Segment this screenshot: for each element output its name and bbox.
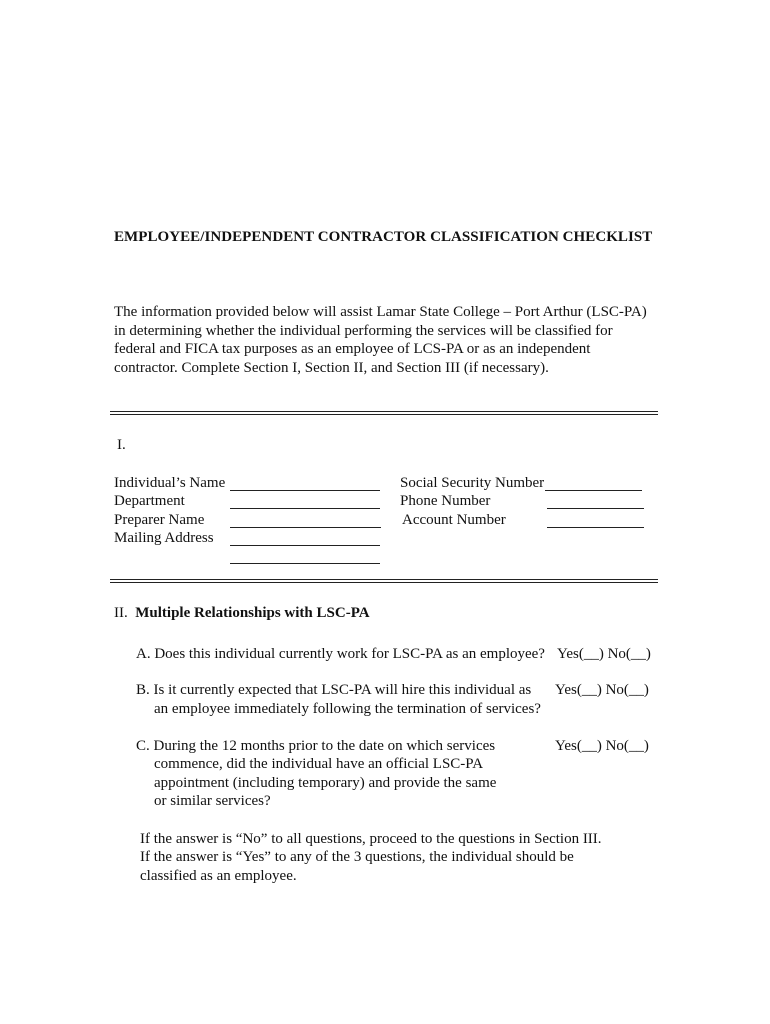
- intro-paragraph: [114, 303, 674, 377]
- field-label-preparer-name: Preparer Name: [114, 512, 205, 528]
- mailing-address-field[interactable]: [230, 545, 380, 546]
- field-label-ssn: Social Security Number: [400, 475, 545, 491]
- preparer-name-field[interactable]: [230, 527, 381, 528]
- question-a: A. Does this individual currently work for LSC-PA as an employee?: [136, 646, 545, 662]
- question-c-line3: appointment (including temporary) and provide the same: [154, 775, 497, 791]
- question-a-answer[interactable]: Yes(__) No(__): [557, 646, 651, 662]
- intro-line: The information provided below will assist Lamar State College – Port Arthur (LSC-PA): [114, 304, 647, 320]
- section2-numeral: II.: [114, 605, 128, 621]
- section-divider: [110, 579, 658, 583]
- field-label-mailing-address: Mailing Address: [114, 530, 214, 546]
- mailing-address-field-line2[interactable]: [230, 563, 380, 564]
- question-b-line2: an employee immediately following the termination of services?: [154, 701, 541, 717]
- question-b: B. Is it currently expected that LSC-PA will hire this individual as: [136, 682, 532, 698]
- field-label-individual-name: Individual’s Name: [114, 475, 226, 491]
- section1-label: I.: [117, 437, 126, 453]
- note-line: If the answer is “Yes” to any of the 3 questions, the individual should be: [140, 849, 574, 865]
- question-c-line4: or similar services?: [154, 793, 271, 809]
- account-field[interactable]: [547, 527, 644, 528]
- section-divider: [110, 411, 658, 415]
- section2-title: Multiple Relationships with LSC-PA: [135, 605, 370, 621]
- question-c: C. During the 12 months prior to the date on which services: [136, 738, 496, 754]
- section2-heading: [114, 605, 370, 622]
- phone-field[interactable]: [547, 508, 644, 509]
- field-label-phone: Phone Number: [400, 493, 491, 509]
- individual-name-field[interactable]: [230, 490, 380, 491]
- field-label-account: Account Number: [402, 512, 506, 528]
- intro-line: in determining whether the individual performing the services will be classified for: [114, 322, 613, 339]
- intro-line: contractor. Complete Section I, Section II, and Section III (if necessary).: [114, 359, 549, 376]
- intro-line: federal and FICA tax purposes as an employee of LCS-PA or as an independent: [114, 341, 591, 357]
- question-c-line2: commence, did the individual have an official LSC-PA: [154, 756, 484, 772]
- field-label-department: Department: [114, 493, 185, 509]
- question-b-answer[interactable]: Yes(__) No(__): [555, 682, 649, 698]
- note-line: classified as an employee.: [140, 868, 297, 884]
- question-c-answer[interactable]: Yes(__) No(__): [555, 738, 649, 754]
- ssn-field[interactable]: [545, 490, 642, 491]
- document-title: EMPLOYEE/INDEPENDENT CONTRACTOR CLASSIFICATION CHECKLIST: [114, 229, 653, 245]
- note-line: If the answer is “No” to all questions, proceed to the questions in Section III.: [140, 831, 602, 847]
- department-field[interactable]: [230, 508, 380, 509]
